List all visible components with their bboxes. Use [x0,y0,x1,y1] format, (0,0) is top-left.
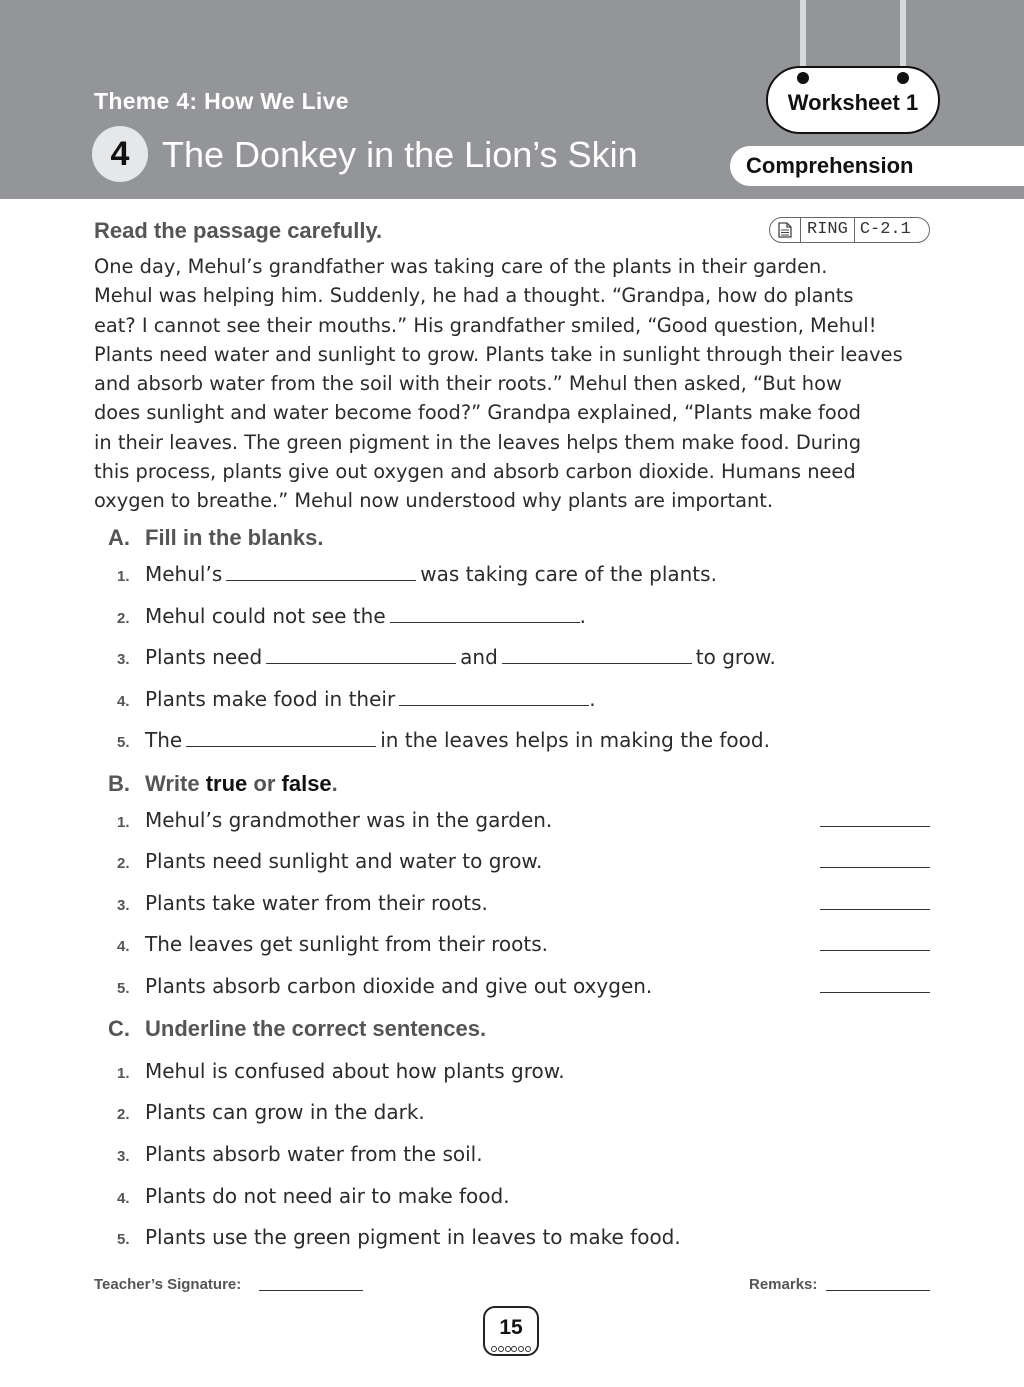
lesson-number-badge: 4 [92,126,148,182]
item-text: Plants need sunlight and water to grow. [145,849,543,873]
underline-item[interactable] [117,1059,565,1089]
document-icon [770,218,801,242]
item-text: The [145,728,183,752]
blank-input[interactable] [266,645,456,664]
passage-line: this process, plants give out oxygen and absorb carbon dioxide. Humans need [94,460,856,484]
lesson-title: The Donkey in the Lion’s Skin [162,134,638,175]
page-number-decoration [491,1346,531,1352]
item-text: Plants absorb water from the soil. [145,1142,483,1166]
passage-line: eat? I cannot see their mouths.” His grandfather smiled, “Good question, Mehul! [94,313,877,337]
passage-line: and absorb water from the soil with their roots.” Mehul then asked, “But how [94,372,842,396]
true-keyword: true [205,771,248,796]
item-number: 3. [117,651,130,668]
false-keyword: false [281,771,332,796]
item-number: 4. [117,1190,130,1207]
item-text: Mehul is confused about how plants grow. [145,1059,565,1083]
item-text: Mehul’s grandmother was in the garden. [145,808,553,832]
passage-line: does sunlight and water become food?” Grandpa explained, “Plants make food [94,401,861,425]
teacher-signature-field[interactable] [259,1290,363,1291]
blank-input[interactable] [226,562,416,581]
underline-item[interactable] [117,1100,425,1130]
item-text: Plants use the green pigment in leaves to make food. [145,1225,681,1249]
item-number: 1. [117,814,130,831]
section-a-heading [108,525,323,551]
item-text: . [579,604,587,628]
item-number: 2. [117,1106,130,1123]
item-text: Plants make food in their [145,687,396,711]
item-number: 5. [117,734,130,751]
true-false-item [117,808,552,838]
item-text: and [460,645,498,669]
true-false-item [117,932,548,962]
passage-line: One day, Mehul’s grandfather was taking care of the plants in their garden. [94,255,828,278]
item-text: to grow. [695,645,776,669]
section-letter: A. [108,525,130,550]
answer-blank[interactable] [820,867,930,868]
passage-line: in their leaves. The green pigment in the leaves helps them make food. During [94,430,862,454]
underline-item[interactable] [117,1184,510,1214]
answer-blank[interactable] [820,992,930,993]
blank-input[interactable] [390,604,580,623]
item-number: 3. [117,897,130,914]
item-number: 3. [117,1148,130,1165]
item-text: Plants need [145,645,263,669]
answer-blank[interactable] [820,826,930,827]
true-false-item [117,849,542,879]
section-title: Write [145,771,206,796]
item-text: Plants take water from their roots. [145,891,488,915]
blank-input[interactable] [502,645,692,664]
passage-line: Plants need water and sunlight to grow. Plants take in sunlight through their leaves [94,342,903,366]
item-number: 5. [117,1231,130,1248]
ring-hole-left [797,72,809,84]
ring-hole-right [897,72,909,84]
answer-blank[interactable] [820,909,930,910]
blank-input[interactable] [186,728,376,747]
section-title: Fill in the blanks. [145,525,324,550]
section-c-heading [108,1016,486,1042]
teacher-signature-label: Teacher’s Signature: [94,1276,242,1293]
item-number: 5. [117,980,130,997]
remarks-label: Remarks: [749,1276,818,1293]
item-number: 2. [117,610,130,627]
item-text: Plants absorb carbon dioxide and give out oxygen. [145,974,653,998]
fill-blank-item [117,728,770,758]
item-text: was taking care of the plants. [420,562,717,586]
item-text: Mehul could not see the [145,604,386,628]
blank-input[interactable] [399,687,589,706]
section-title: Underline the correct sentences. [145,1016,487,1041]
fill-blank-item [117,687,596,717]
section-letter: C. [108,1016,130,1041]
underline-item[interactable] [117,1142,483,1172]
item-text: . [589,687,596,711]
ring-code-tag [769,217,930,243]
section-tab-comprehension: Comprehension [730,146,1024,186]
item-text: in the leaves helps in making the food. [380,728,770,752]
section-letter: B. [108,771,130,796]
worksheet-badge: Worksheet 1 [766,66,940,134]
section-title: . [331,771,338,796]
page-header [0,0,1024,199]
item-number: 4. [117,693,130,710]
item-text: Plants can grow in the dark. [145,1100,425,1124]
section-b-heading [108,771,338,797]
true-false-item [117,891,488,921]
instruction-heading: Read the passage carefully. [94,218,383,243]
fill-blank-item [117,645,776,675]
answer-blank[interactable] [820,950,930,951]
item-number: 4. [117,938,130,955]
passage-line: oxygen to breathe.” Mehul now understood why plants are important. [94,489,774,513]
section-title: or [247,771,282,796]
item-number: 1. [117,568,130,585]
ring-code: C-2.1 [859,220,911,239]
item-number: 1. [117,1065,130,1082]
theme-title: Theme 4: How We Live [94,88,349,114]
item-text: Plants do not need air to make food. [145,1184,510,1208]
fill-blank-item [117,562,717,592]
ring-label: RING [801,218,855,242]
item-text: The leaves get sunlight from their roots. [145,932,548,956]
page-number: 15 [483,1306,539,1356]
underline-item[interactable] [117,1225,681,1255]
item-number: 2. [117,855,130,872]
true-false-item [117,974,652,1004]
passage-line: Mehul was helping him. Suddenly, he had a thought. “Grandpa, how do plants [94,284,854,308]
item-text: Mehul’s [145,562,223,586]
fill-blank-item [117,604,586,634]
reading-passage [94,252,944,516]
remarks-field[interactable] [826,1290,930,1291]
